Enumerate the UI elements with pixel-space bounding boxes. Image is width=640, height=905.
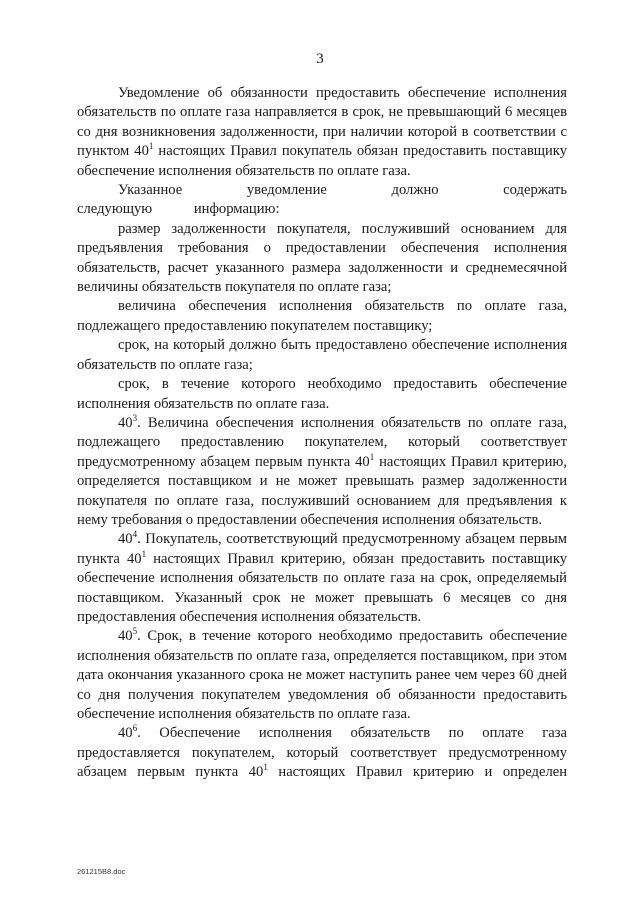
paragraph: срок, на который должно быть предоставлено обеспечение исполнения обязательств по оплате газа;	[77, 337, 568, 373]
paragraph: $40^6$. Обеспечение исполнения обязательств по оплате газа предоставляется покупателем, который соответствует предусмотренному абзацем первым пункта $40^1$ настоящих Правил критерию и определен	[77, 723, 568, 781]
paragraph: $40^4$. Покупатель, соответствующий предусмотренному абзацем первым пункта $40^1$ настоящих Правил критерию, обязан предоставить поставщику обеспечение исполнения обязательств по оплате газа на срок, определяемый поставщиком. Указанный срок не может превышать 6 месяцев со дня предоставления обеспечения исполнения обязательств.	[77, 529, 568, 625]
superscript: 5	[132, 626, 138, 637]
paragraph: $40^3$. Величина обеспечения исполнения обязательств по оплате газа, подлежащего предоставлению покупателем, который соответствует предусмотренному абзацем первым пункта $40^1$ настоящих Правил критерию, определяется поставщиком и не может превышать размер задолженности покупателя по оплате газа, послуживший основанием для предъявления к нему требования о предоставлении обеспечения исполнения обязательств.	[77, 412, 567, 528]
file-name-footer: 261215B8.doc	[77, 867, 126, 876]
superscript: 1	[369, 451, 375, 462]
paragraph: величина обеспечения исполнения обязательств по оплате газа, подлежащего предоставлению покупателем поставщику;	[77, 298, 567, 334]
document-body	[77, 84, 567, 783]
superscript: 3	[132, 412, 138, 423]
superscript: 1	[263, 762, 268, 773]
paragraph: размер задолженности покупателя, послуживший основанием для предъявления требования о предоставлении обеспечения исполнения обязательств, расчет указанного размера задолженности и среднемесячной величины обязательств покупателя по оплате газа;	[77, 220, 568, 296]
superscript: 1	[141, 548, 147, 559]
superscript: 4	[132, 529, 138, 540]
paragraph: Указанное уведомление должно содержать следующую информацию:	[77, 182, 567, 218]
superscript: 6	[132, 723, 138, 734]
page-number: 3	[316, 51, 324, 67]
paragraph: $40^5$. Срок, в течение которого необходимо предоставить обеспечение исполнения обязательств по оплате газа, определяется поставщиком, при этом дата окончания указанного срока не может наступить ранее чем через 60 дней со дня получения покупателем уведомления об обязанности предоставить обеспечение исполнения обязательств по оплате газа.	[77, 626, 568, 722]
superscript: 1	[148, 141, 154, 152]
paragraph: срок, в течение которого необходимо предоставить обеспечение исполнения обязательств по оплате газа.	[77, 376, 568, 412]
paragraph: Уведомление об обязанности предоставить обеспечение исполнения обязательств по оплате газа направляется в срок, не превышающий 6 месяцев со дня возникновения задолженности, при наличии которой в соответствии с пунктом $40^1$ настоящих Правил покупатель обязан предоставить поставщику обеспечение исполнения обязательств по оплате газа.	[77, 85, 568, 179]
